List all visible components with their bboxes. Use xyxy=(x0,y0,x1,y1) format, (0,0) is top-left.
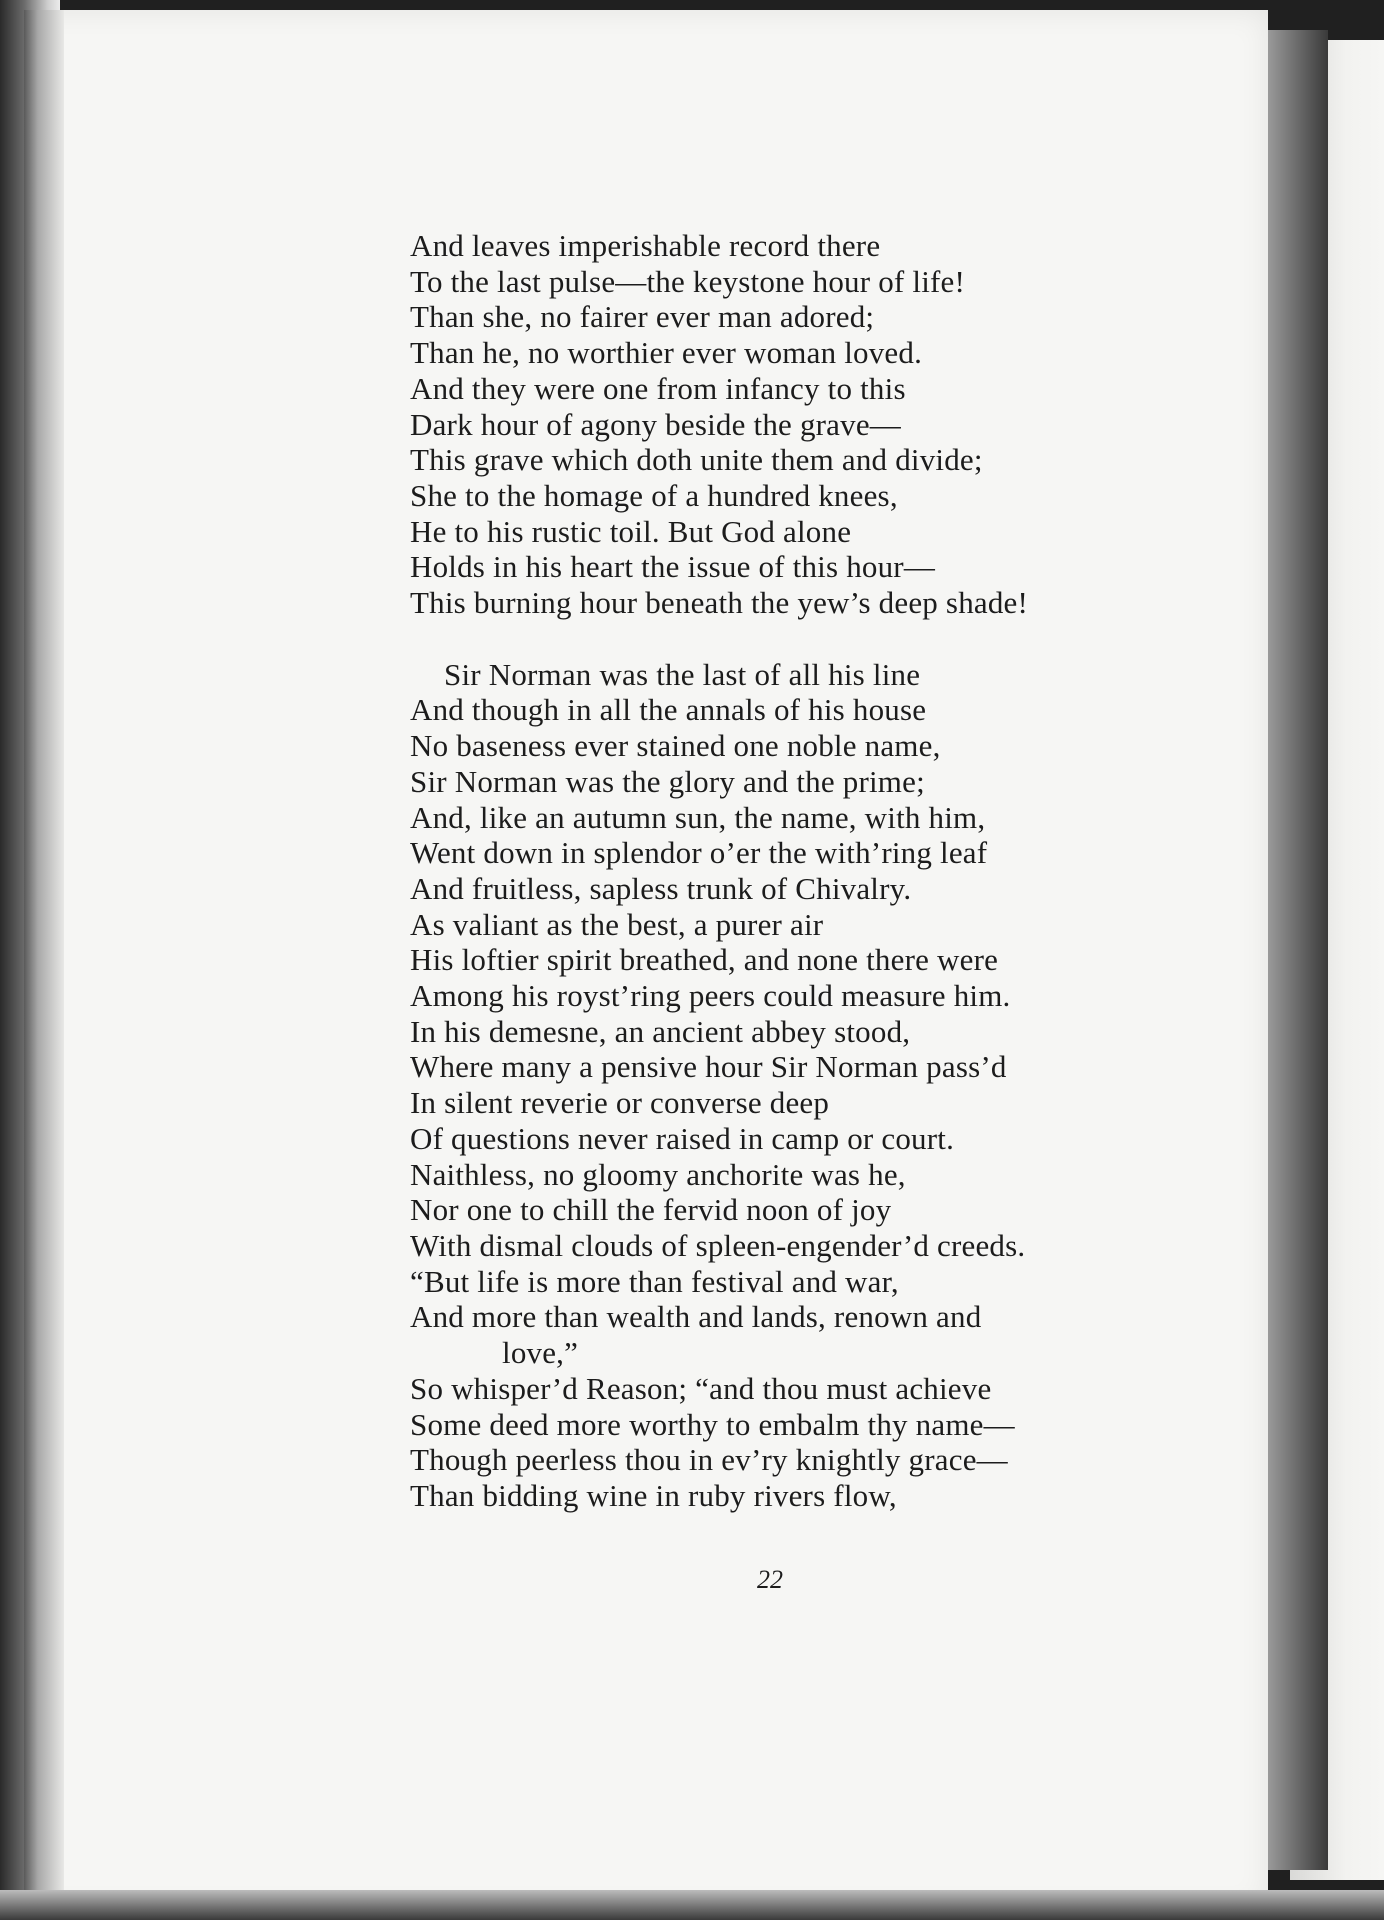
verse-line: Than bidding wine in ruby rivers flow, xyxy=(410,1477,897,1513)
page-binding-shade xyxy=(24,10,64,1910)
verse-line: And though in all the annals of his house xyxy=(410,692,927,728)
verse-line: And more than wealth and lands, renown and xyxy=(410,1299,982,1335)
verse-line: His loftier spirit breathed, and none there were xyxy=(410,942,999,978)
verse-line: In his demesne, an ancient abbey stood, xyxy=(410,1013,911,1049)
page-edge-shadow xyxy=(1268,30,1328,1870)
verse-line-continuation: love,” xyxy=(502,1335,579,1371)
verse-line: Naithless, no gloomy anchorite was he, xyxy=(410,1156,906,1192)
verse-line: This grave which doth unite them and divide; xyxy=(410,442,983,478)
verse-line: Some deed more worthy to embalm thy name— xyxy=(410,1406,1015,1442)
verse-line: Than she, no fairer ever man adored; xyxy=(410,299,875,335)
verse-line: Nor one to chill the fervid noon of joy xyxy=(410,1192,892,1228)
verse-line: And leaves imperishable record there xyxy=(410,228,881,263)
verse-line: And, like an autumn sun, the name, with him, xyxy=(410,799,986,835)
verse-line: Sir Norman was the glory and the prime; xyxy=(410,763,925,799)
verse-line: So whisper’d Reason; “and thou must achieve xyxy=(410,1370,992,1406)
verse-line: And fruitless, sapless trunk of Chivalry. xyxy=(410,870,912,906)
verse-line: Holds in his heart the issue of this hour— xyxy=(410,549,936,585)
verse-line: No baseness ever stained one noble name, xyxy=(410,728,941,764)
verse-line: As valiant as the best, a purer air xyxy=(410,906,824,942)
page-number: 22 xyxy=(757,1565,783,1594)
verse-line: To the last pulse—the keystone hour of life! xyxy=(410,263,966,299)
bottom-page-edge xyxy=(0,1890,1384,1920)
stanza-one xyxy=(410,228,1170,621)
stanza-break xyxy=(410,621,1170,657)
verse-line: Among his royst’ring peers could measure him. xyxy=(410,978,1011,1014)
verse-line: In silent reverie or converse deep xyxy=(410,1085,830,1121)
verse-line: “But life is more than festival and war, xyxy=(410,1263,899,1299)
verse-line: He to his rustic toil. But God alone xyxy=(410,513,852,549)
verse-line: Where many a pensive hour Sir Norman pass’d xyxy=(410,1049,1007,1085)
verse-line: With dismal clouds of spleen-engender’d creeds. xyxy=(410,1227,1026,1263)
stanza-two xyxy=(410,657,1170,1514)
verse-line: Went down in splendor o’er the with’ring leaf xyxy=(410,835,988,871)
verse-line: Of questions never raised in camp or court. xyxy=(410,1120,955,1156)
verse-line: Sir Norman was the last of all his line xyxy=(444,656,921,692)
verse-line: She to the homage of a hundred knees, xyxy=(410,477,898,513)
verse-line: This burning hour beneath the yew’s deep shade! xyxy=(410,585,1029,621)
poem-text xyxy=(410,228,1170,1514)
verse-line: Dark hour of agony beside the grave— xyxy=(410,406,901,442)
verse-line: Than he, no worthier ever woman loved. xyxy=(410,335,923,371)
verse-line: And they were one from infancy to this xyxy=(410,370,906,406)
verse-line: Though peerless thou in ev’ry knightly grace— xyxy=(410,1442,1008,1478)
